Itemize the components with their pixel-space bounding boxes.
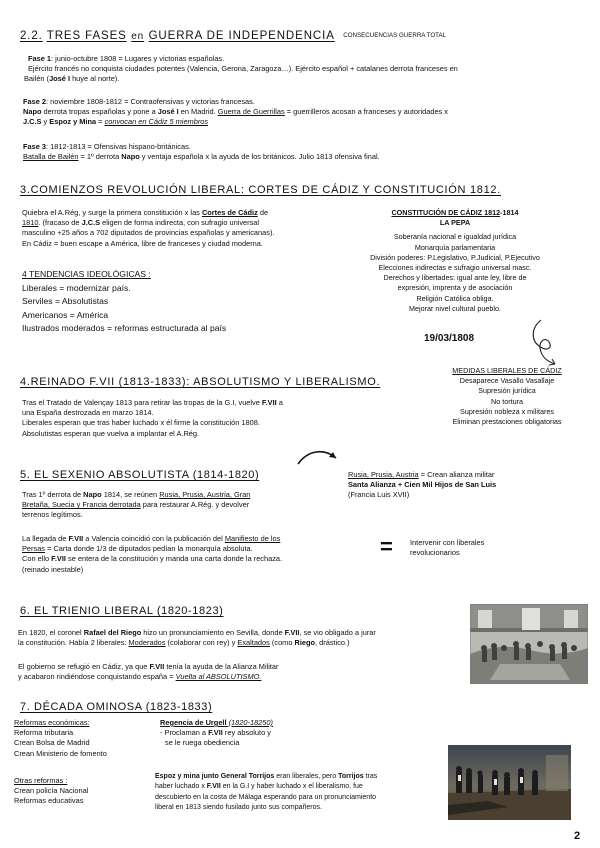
medida-item: Supresión jurídica — [478, 386, 536, 396]
section-4-title: 4.REINADO F.VII (1813-1833): ABSOLUTISMO Y LIBERALISMO. — [20, 376, 381, 388]
medida-item: No tortura — [491, 396, 523, 406]
section-6-p1: En 1820, el coronel Rafael del Riego hizo un pronunciamiento en Sevilla, donde F.VII, se vio obligado a jurar la constitución. Había 2 liberales: Moderados (colaborar con rey) y Exaltados (como Riego, drástico.) — [18, 628, 376, 648]
constitucion-item: Mejorar nivel cultural pueblo. — [409, 303, 501, 313]
tendencia-item: Serviles = Absolutistas — [22, 296, 109, 307]
medidas-liberales — [428, 366, 586, 427]
medidas-title: MEDIDAS LIBERALES DE CÁDIZ — [452, 366, 562, 375]
reforma-item: Crean Bolsa de Madrid — [14, 738, 90, 748]
medida-item: Supresión nobleza x militares — [460, 406, 554, 416]
section-5-p1: Tras 1º derrota de Napo 1814, se reúnen Rusia, Prusia, Austria, Gran Bretaña, Suecia y Francia derrotada para restaurar A.Rég. y devolver terrenos legítimos. — [22, 490, 251, 520]
section-7-title: 7. DÉCADA OMINOSA (1823-1833) — [20, 701, 213, 713]
section-6-title: 6. EL TRIENIO LIBERAL (1820-1823) — [20, 605, 224, 617]
regencia-urgell: Regencia de Urgell (1820-18250) - Proclaman a F.VII rey absoluto y se le ruega obediencia — [160, 718, 273, 748]
section-5-title: 5. EL SEXENIO ABSOLUTISTA (1814-1820) — [20, 469, 260, 481]
section-2-2-note: CONSECUENCIAS GUERRA TOTAL — [343, 32, 447, 39]
tendencia-item: Americanos = América — [22, 309, 109, 320]
reforma-item: Crean Ministerio de fomento — [14, 748, 107, 758]
reforma-item: Crean policía Nacional — [14, 786, 89, 796]
curved-arrow-icon — [527, 318, 561, 368]
intervenir-note: Intervenir con liberales revolucionarios — [410, 538, 485, 558]
constitucion-item: Derechos y libertades: igual ante ley, libre de — [383, 273, 527, 283]
tendencia-item: Liberales = modernizar país. — [22, 282, 131, 293]
section-4-paragraph: Tras el Tratado de Valençay 1813 para retirar las tropas de la G.I, vuelve F.VII a una España destrozada en marzo 1814. Liberales esperan que tras haber luchado x él firme la constitución 1808. Absolutistas esperan que vuelva a implantar el A.Rég. — [22, 398, 283, 438]
equals-sign: = — [380, 534, 393, 559]
medida-item: Eliminan prestaciones obligatorias — [452, 417, 562, 427]
section-6-p2: El gobierno se refugió en Cádiz, ya que F.VII tenía la ayuda de la Alianza Militar y acabaron rindiéndose conquistando españa = Vuelta al ABSOLUTISMO. — [18, 662, 279, 682]
page-number: 2 — [574, 830, 581, 842]
tendencia-item: Ilustrados moderados = reformas estructurada al país — [22, 323, 227, 334]
reforma-item: Reforma tributaria — [14, 728, 74, 738]
trienio-engraving-image — [470, 604, 588, 684]
curved-arrow-right-icon — [296, 446, 342, 468]
santa-alianza-note: Rusia, Prusia, Austria = Crean alianza militar Santa Alianza + Cien Mil Hijos de San Luis (Francia Luis XVII) — [348, 470, 497, 500]
constitucion-item: Elecciones indirectas e sufragio universal masc. — [378, 263, 532, 273]
section-5-p2: La llegada de F.VII a Valencia coincidió con la publicación del Manifiesto de los Persas = Carta donde 1/3 de diputados pedían la monarquía absoluta. Con ello F.VII se entera de la constitución y manda una carta donde la rechaza. (reinado inestable) — [22, 534, 283, 574]
fase-2: Fase 2: noviembre 1808-1812 = Contraofensivas y victorias francesas. Napo derrota tropas españolas y pone a José I en Madrid. Guerra de Guerrillas = guerrilleros acosan a franceses y autoridades x J.C.S y Espoz y Mina = convocan en Cádiz 5 miembros — [23, 97, 449, 127]
reforma-item: Reformas educativas — [14, 796, 84, 806]
torrijos-painting-image — [448, 745, 571, 820]
otras-reformas: Otras reformas : Crean policía Nacional Reformas educativas — [14, 776, 154, 807]
section-3-title: 3.COMIENZOS REVOLUCIÓN LIBERAL: CORTES DE CÁDIZ Y CONSTITUCIÓN 1812. — [20, 184, 501, 196]
section-2-2 — [20, 26, 580, 44]
reformas-economicas: Reformas económicas: Reforma tributaria Crean Bolsa de Madrid Crean Ministerio de fomento — [14, 718, 154, 759]
torrijos-caption: Espoz y mina junto General Torrijos eran liberales, pero Torrijos tras haber luchado x F.VII en la G.I y haber luchado x el liberalismo, fue descubierto en la costa de Málaga esperando para un pronunciamiento liberal en 1813 siendo fusilado junto sus compañeros. — [155, 773, 378, 812]
fase-1: Fase 1: junio-octubre 1808 = Lugares y victorias españolas. Ejército francés no conquista ciudades potentes (Valencia, Gerona, Zaragoza…). Ejército español + catalanes derrota franceses en Bailén (José I huye al norte). — [24, 54, 458, 84]
fase-3: Fase 3: 1812-1813 = Ofensivas hispano-británicas. Batalla de Bailén = 1º derrota Napo y ventaja española x la ayuda de los británicos. Julio 1813 ofensiva final. — [23, 142, 380, 162]
medida-item: Desaparece Vasallo Vasallaje — [459, 376, 555, 386]
section-3-paragraph: Quiebra el A.Rég, y surge la primera constitución x las Cortes de Cádiz de 1810. (fracaso de J.C.S eligen de forma indirecta, con sufragio universal masculino +25 años a 702 diputados de provincias españolas y americanas). En Cádiz = buen escape a América, libre de franceses y ciudad moderna. — [22, 208, 275, 248]
tendencias-title: 4 TENDENCIAS IDEOLÓGICAS : — [22, 269, 151, 279]
constitucion-item: Soberanía nacional e igualdad jurídica — [393, 232, 517, 242]
constitucion-item: Monarquía parlamentaria — [414, 242, 496, 252]
constitucion-box: CONSTITUCIÓN DE CÁDIZ 1812-1814 LA PEPA Soberanía nacional e igualdad jurídica Monarquía parlamentaria División poderes: P.Legislativo, P.Judicial, P.Ejecutivo Elecciones indirectas e sufragio universal masc. Derechos y libertades: igual ante ley, libre de expresión, imprenta y de asociación Religión Católica obliga. Mejorar nivel cultural pueblo. — [340, 208, 570, 314]
constitucion-item: Religión Católica obliga. — [416, 293, 494, 303]
constitucion-item: División poderes: P.Legislativo, P.Judicial, P.Ejecutivo — [370, 252, 540, 262]
tendencias — [22, 268, 352, 336]
constitucion-item: expresión, imprenta y de asociación — [397, 283, 513, 293]
section-2-2-title: 2.2. TRES FASES en GUERRA DE INDEPENDENCIA CONSECUENCIAS GUERRA TOTAL — [20, 30, 447, 42]
constitucion-date: 19/03/1808 — [424, 333, 475, 344]
